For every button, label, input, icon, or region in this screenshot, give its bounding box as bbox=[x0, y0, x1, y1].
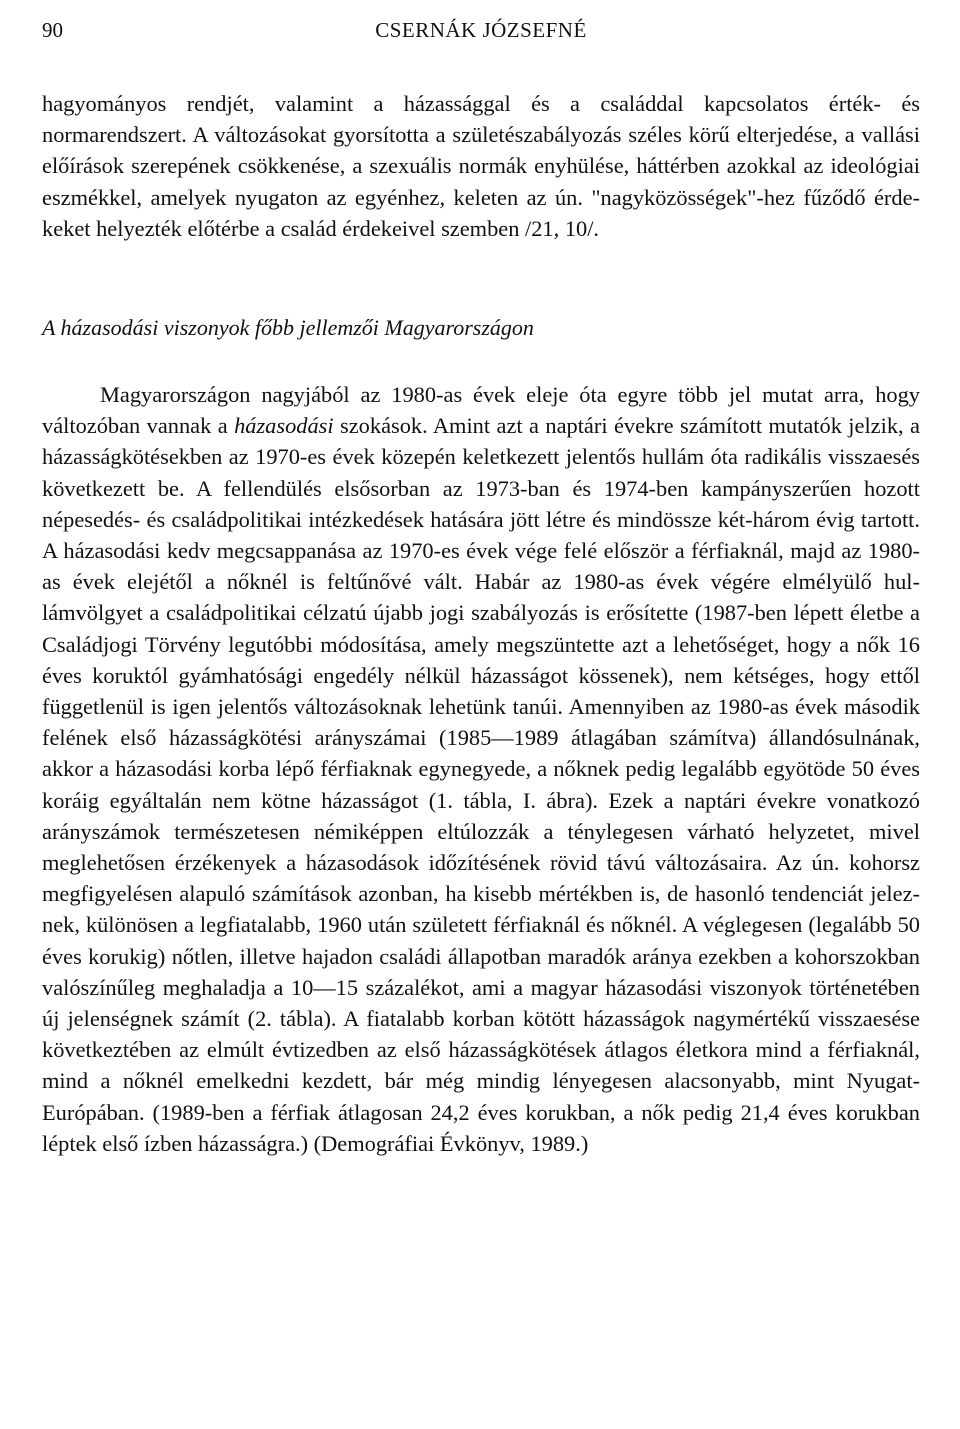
page-number: 90 bbox=[42, 18, 63, 42]
running-head bbox=[42, 18, 920, 52]
book-page bbox=[42, 18, 920, 1159]
paragraph-main-italic-term: házasodási bbox=[234, 413, 334, 439]
paragraph-continued: hagyományos rendjét, valamint a házassággal és a családdal kapcsolatos érték- és normarendszert. A változásokat gyorsította a születészabályozás széles körű elterjedése, a vallási előírások szerepének csökkenése, a szexuális normák enyhülése, háttérben azokkal az ideológiai eszmékkel, amelyek nyugaton az egyénhez, keleten az ún. "nagyközösségek"-hez fűződő érdekeket helyezték előtérbe a család érdekeivel szemben /21, 10/. bbox=[42, 91, 920, 241]
running-title: CSERNÁK JÓZSEFNÉ bbox=[375, 18, 587, 42]
paragraph-main-text-rest: szokások. Amint azt a naptári évekre számított mutatók jelzik, a házasságkötésekben az 1970-es évek közepén keletkezett jelentős hullám óta radikális visszaesés következett be. A fellendülés elsősorban az 1973-ban és 1974-ben kampányszerűen hozott népesedés- és családpolitikai intézkedések hatására jött létre és mindössze két-három évig tartott. A házasodási kedv megcsappanása az 1970-es évek vége felé először a férfiaknál, majd az 1980-as évek elejétől a nőknél is feltűnővé vált. Habár az 1980-as évek végére elmélyülő hullámvölgyet a családpolitikai célzatú újabb jogi szabályozás is erősítette (1987-ben lépett életbe a Családjogi Törvény legutóbbi módosítása, amely megszüntette azt a lehetőséget, hogy a nők 16 éves koruktól gyámhatósági engedély nélkül házasságot kössenek), nem kétséges, hogy ettől függetlenül is igen jelentős változásoknak lehetünk tanúi. Amennyiben az 1980-as évek második felének első házasságkötési arányszámai (1985—1989 átlagában számítva) állandósulnának, akkor a házasodási korba lépő férfiaknak egynegyede, a nőknek pedig legalább egyötöde 50 éves koráig egyáltalán nem kötne házasságot (1. tábla, I. ábra). Ezek a naptári évekre vonatkozó arányszámok természetesen némiképpen eltúlozzák a ténylegesen várható helyzetet, mivel meglehetősen érzékenyek a házasodások időzítésének rövid távú változásaira. Az ún. kohorsz megfigyelésen alapuló számítások azonban, ha kisebb mértékben is, de hasonló tendenciát jeleznek, különösen a legfiatalabb, 1960 után született férfiaknál és nőknél. A véglegesen (legalább 50 éves korukig) nőtlen, illetve hajadon családi állapotban maradók aránya ezekben a kohorszokban valószínűleg meghaladja a 10—15 százalékot, ami a magyar házasodási viszonyok történetében új jelenségnek számít (2. tábla). A fiatalabb korban kötött házasságok nagymértékű visszaesése következtében az elmúlt évtizedben az első házasságkötések átlagos életkora mind a férfiaknál, mind a nőknél emelkedni kezdett, bár még mindig lényegesen alacsonyabb, mint Nyugat-Európában. (1989-ben a férfiak átlagosan 24,2 éves korukban, a nők pedig 21,4 éves korukban léptek első ízben házasságra.) (Demográfiai Évkönyv, 1989.) bbox=[42, 413, 920, 1156]
paragraph-main-text-start: Magyarországon nagyjából az 1980-as évek eleje óta egyre több jel mutat arra, hogy változóban vannak a bbox=[42, 382, 920, 439]
section-heading: A házasodási viszonyok főbb jellemzői Magyarországon bbox=[42, 315, 534, 341]
paragraph-main bbox=[42, 379, 920, 1159]
